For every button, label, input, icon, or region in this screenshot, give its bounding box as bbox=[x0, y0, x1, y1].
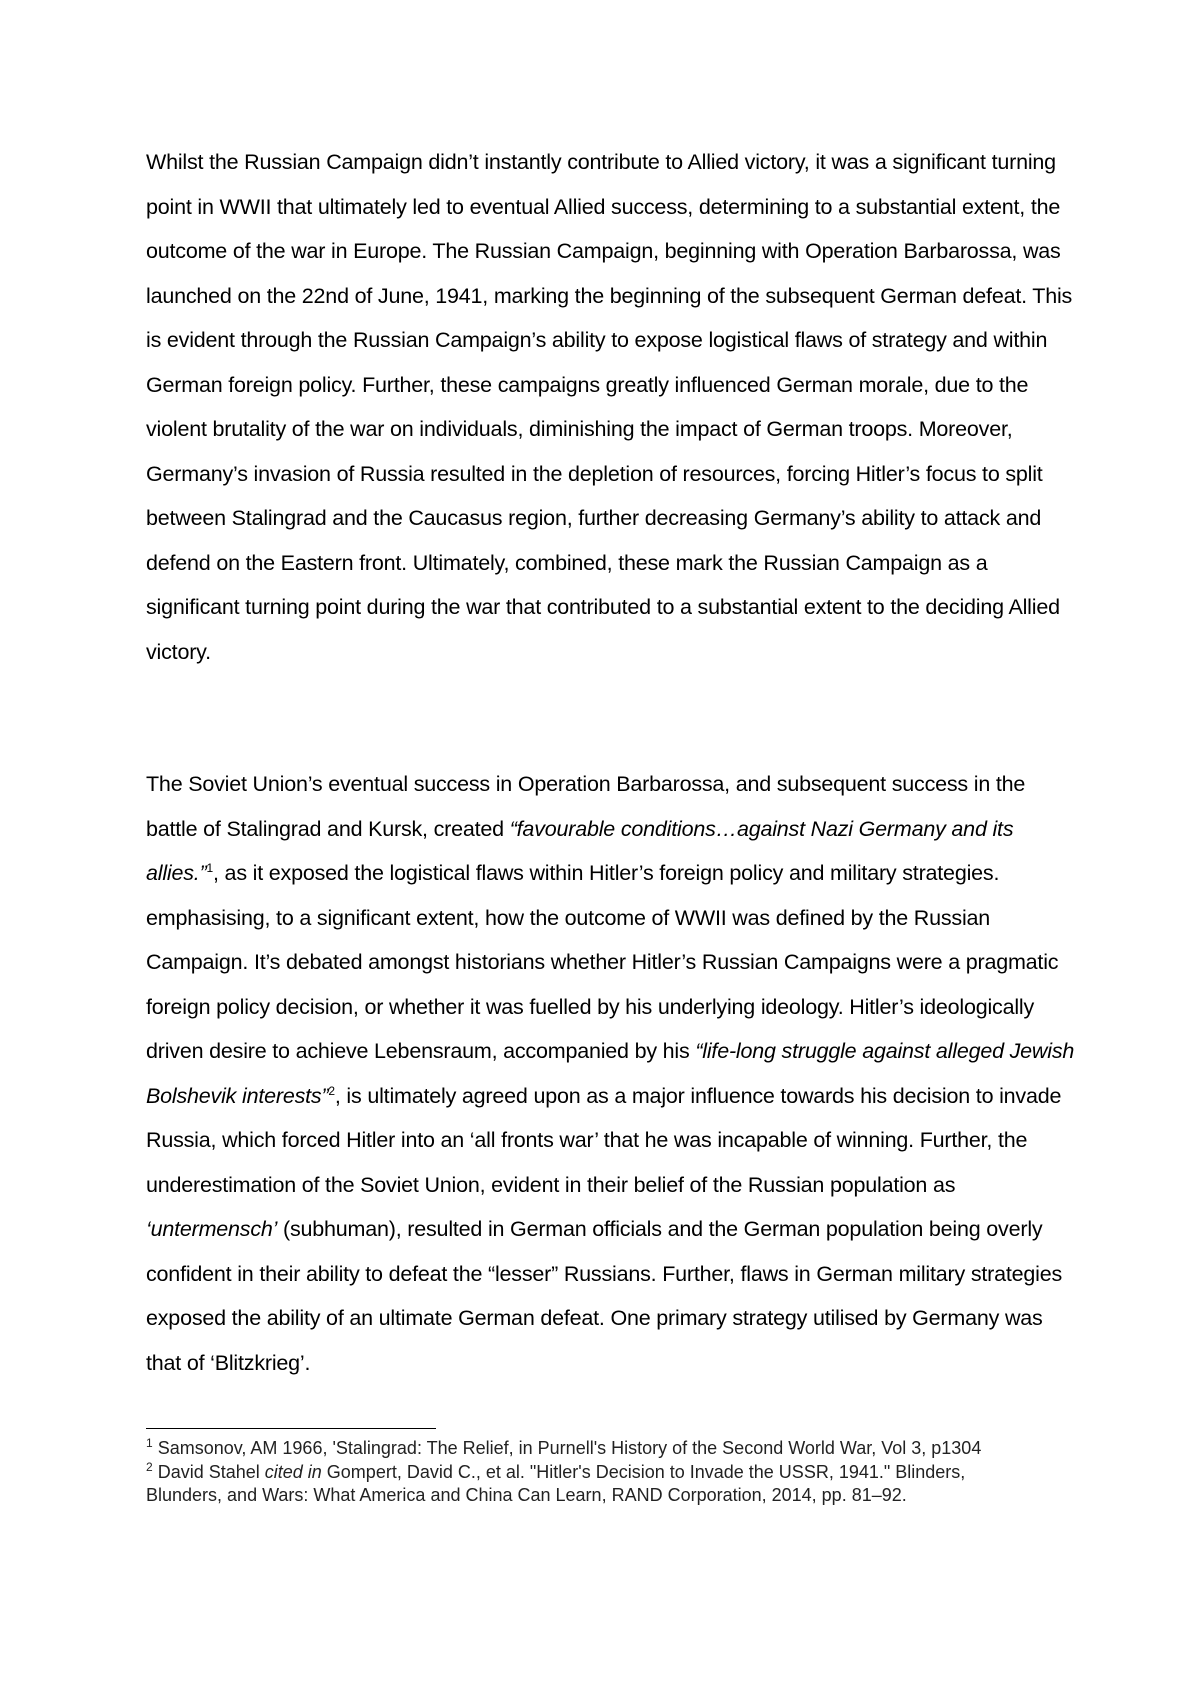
text-run: Samsonov, AM 1966, 'Stalingrad: The Relief, in Purnell's History of the Second World War, Vol 3, p1304 bbox=[152, 1438, 982, 1458]
text-run: (subhuman), resulted in German officials and the German population being overly confident in their ability to defeat the “lesser” Russians. Further, flaws in German military strategies exposed the ability of an ultimate German defeat. One primary strategy utilised by Germany was that of ‘Blitzkrieg’. bbox=[146, 1217, 1063, 1375]
body-paragraph-1 bbox=[146, 140, 1076, 674]
footnote-mark: 1 bbox=[146, 1436, 153, 1450]
italic-text: “favourable conditions…against Nazi Germany and its allies.” bbox=[146, 816, 1014, 885]
footnote-text bbox=[146, 1459, 966, 1506]
footnote-reference: 2 bbox=[328, 1083, 335, 1098]
text-run: Whilst the Russian Campaign didn’t instantly contribute to Allied victory, it was a significant turning point in WWII that ultimately led to eventual Allied success, determining to a substantial extent, the outcome of the war in Europe. The Russian Campaign, beginning with Operation Barbarossa, was launched on the 22nd of June, 1941, marking the beginning of the subsequent German defeat. This is evident through the Russian Campaign’s ability to expose logistical flaws of strategy and within German foreign policy. Further, these campaigns greatly influenced German morale, due to the violent brutality of the war on individuals, diminishing the impact of German troops. Moreover, Germany’s invasion of Russia resulted in the depletion of resources, forcing Hitler’s focus to split between Stalingrad and the Caucasus region, further decreasing Germany’s ability to attack and defend on the Eastern front. Ultimately, combined, these mark the Russian Campaign as a significant turning point during the war that contributed to a substantial extent to the deciding Allied victory. bbox=[146, 150, 1073, 664]
footnote-1 bbox=[146, 1437, 1046, 1461]
footnote-separator bbox=[146, 1428, 436, 1429]
footnotes bbox=[146, 1437, 1046, 1508]
footnote-mark: 2 bbox=[146, 1459, 153, 1474]
text-run: , is ultimately agreed upon as a major influence towards his decision to invade Russia, which forced Hitler into an ‘all fronts war’ that he was incapable of winning. Further, the underestimation of the Soviet Union, evident in their belief of the Russian population as bbox=[146, 1083, 1062, 1197]
footnote-2 bbox=[146, 1461, 1046, 1508]
italic-text: cited in bbox=[264, 1461, 322, 1482]
footnote-reference: 1 bbox=[206, 860, 214, 875]
body-paragraph-2 bbox=[146, 762, 1076, 1385]
text-run: Gompert, David C., et al. "Hitler's Decision to Invade the USSR, 1941." Blinders, Blunders, and Wars: What America and China Can Learn, RAND Corporation, 2014, pp. 81–92. bbox=[146, 1461, 966, 1505]
footnote-text bbox=[153, 1438, 982, 1458]
italic-text: “life-long struggle against alleged Jewish Bolshevik interests” bbox=[146, 1039, 1075, 1108]
italic-text: ‘untermensch’ bbox=[146, 1217, 278, 1241]
text-run: The Soviet Union’s eventual success in Operation Barbarossa, and subsequent success in the battle of Stalingrad and Kursk, created bbox=[146, 772, 1026, 841]
text-run: , as it exposed the logistical flaws within Hitler’s foreign policy and military strategies. emphasising, to a significant extent, how the outcome of WWII was defined by the Russian Campaign. It’s debated amongst historians whether Hitler’s Russian Campaigns were a pragmatic foreign policy decision, or whether it was fuelled by his underlying ideology. Hitler’s ideologically driven desire to achieve Lebensraum, accompanied by his bbox=[146, 861, 1059, 1063]
text-run: David Stahel bbox=[152, 1461, 265, 1482]
